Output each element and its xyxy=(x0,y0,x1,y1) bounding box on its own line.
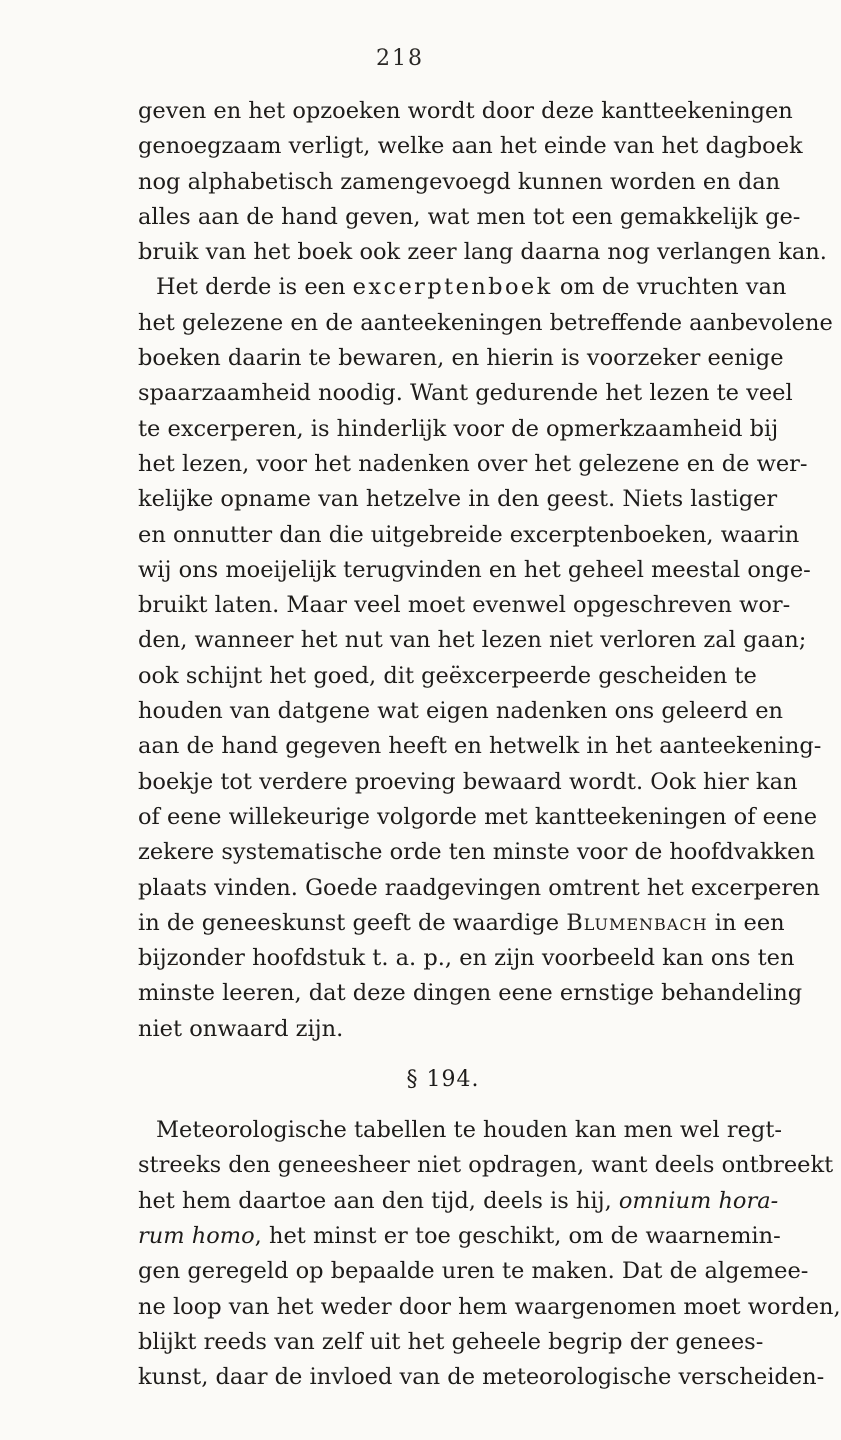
text-segment: in de geneeskunst geeft de waardige xyxy=(138,909,567,936)
term-excerptenboek: excerptenboek xyxy=(352,274,553,301)
text-segment: , het minst er toe geschikt, om de waarnemin- xyxy=(254,1222,781,1249)
text-line: Meteorologische tabellen te houden kan men wel regt- xyxy=(156,1117,782,1144)
text-line: bruikt laten. Maar veel moet evenwel opgeschreven wor- xyxy=(138,592,791,619)
text-line: wij ons moeijelijk terugvinden en het geheel meestal onge- xyxy=(138,556,811,583)
text-line: aan de hand gegeven heeft en hetwelk in het aanteekening- xyxy=(138,733,822,760)
text-line: nog alphabetisch zamengevoegd kunnen worden en dan xyxy=(138,168,781,195)
text-line: minste leeren, dat deze dingen eene ernstige behandeling xyxy=(138,980,803,1007)
text-line: houden van datgene wat eigen nadenken ons geleerd en xyxy=(138,698,784,725)
text-line: zekere systematische orde ten minste voor de hoofdvakken xyxy=(138,839,815,866)
text-line: den, wanneer het nut van het lezen niet verloren zal gaan; xyxy=(138,627,807,654)
text-line: ook schijnt het goed, dit geëxcerpeerde gescheiden te xyxy=(138,662,757,689)
text-line: geven en het opzoeken wordt door deze kantteekeningen xyxy=(138,98,793,124)
text-line: te excerperen, is hinderlijk voor de opmerkzaamheid bij xyxy=(138,415,779,442)
text-line: alles aan de hand geven, wat men tot een gemakkelijk ge- xyxy=(138,203,801,230)
text-line: bijzonder hoofdstuk t. a. p., en zijn voorbeeld kan ons ten xyxy=(138,945,795,972)
text-segment: om de vruchten van xyxy=(552,274,787,301)
text-line: plaats vinden. Goede raadgevingen omtrent het excerperen xyxy=(138,874,820,901)
text-line: het lezen, voor het nadenken over het gelezene en de wer- xyxy=(138,450,808,477)
page-number: 218 xyxy=(376,46,424,71)
text-line: streeks den geneesheer niet opdragen, want deels ontbreekt xyxy=(138,1152,834,1179)
text-line: boeken daarin te bewaren, en hierin is voorzeker eenige xyxy=(138,345,784,372)
text-line: spaarzaamheid noodig. Want gedurende het lezen te veel xyxy=(138,380,793,407)
text-line xyxy=(138,1219,781,1254)
text-line: genoegzaam verligt, welke aan het einde van het dagboek xyxy=(138,133,803,160)
text-line: het gelezene en de aanteekeningen betreffende aanbevolene xyxy=(138,309,833,336)
text-segment: Het derde is een xyxy=(156,274,353,301)
text-line: kelijke opname van hetzelve in den geest. Niets lastiger xyxy=(138,486,778,513)
section-heading: § 194. xyxy=(406,1067,480,1093)
text-line xyxy=(138,270,787,305)
text-segment: in een xyxy=(707,909,785,936)
latin-phrase: omnium hora- xyxy=(618,1187,779,1214)
latin-phrase: rum homo xyxy=(138,1222,255,1249)
text-line: bruik van het boek ook zeer lang daarna nog verlangen kan. xyxy=(138,239,827,266)
text-line: kunst, daar de invloed van de meteorologische verscheiden- xyxy=(138,1364,825,1391)
text-line xyxy=(138,906,785,941)
body-text xyxy=(138,94,841,1395)
text-line: boekje tot verdere proeving bewaard wordt. Ook hier kan xyxy=(138,768,798,795)
text-line: niet onwaard zijn. xyxy=(138,1015,344,1042)
text-line xyxy=(138,1184,779,1219)
text-line: of eene willekeurige volgorde met kantteekeningen of eene xyxy=(138,803,818,830)
text-segment: het hem daartoe aan den tijd, deels is hij, xyxy=(138,1187,612,1214)
text-line: blijkt reeds van zelf uit het geheele begrip der genees- xyxy=(138,1328,764,1355)
text-line: gen geregeld op bepaalde uren te maken. Dat de algemee- xyxy=(138,1258,809,1285)
text-line: ne loop van het weder door hem waargenomen moet worden, xyxy=(138,1293,841,1320)
text-line: en onnutter dan die uitgebreide excerptenboeken, waarin xyxy=(138,521,800,548)
author-name: Blumenbach xyxy=(566,909,708,936)
